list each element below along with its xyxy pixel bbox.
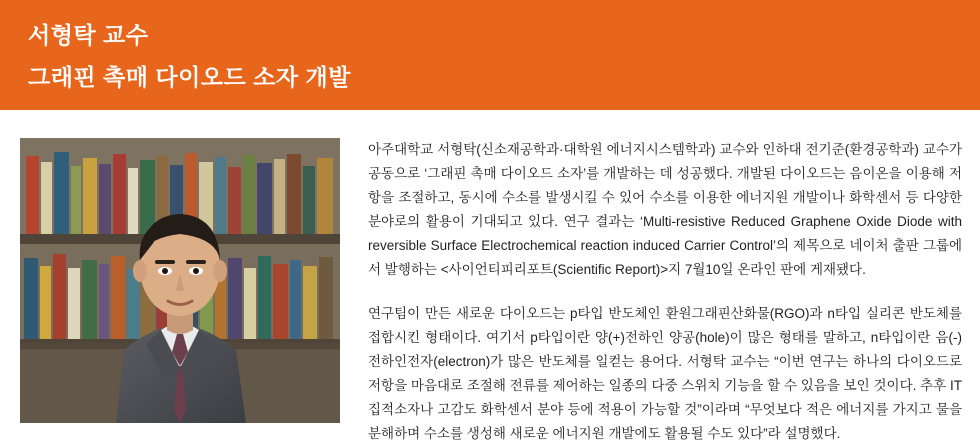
- page-title: 서형탁 교수: [28, 22, 149, 48]
- article-paragraph-2: 연구팀이 만든 새로운 다이오드는 p타입 반도체인 환원그래핀산화물(RGO)과 n타입 실리콘 반도체를 접합시킨 형태이다. 여기서 p타입이란 양(+)전하인 양공(hole)이 많은 형태를 말하고, n타입이란 음(-)전하인전자(electron)가 많은 반도체를 일컫는 용어다. 서형탁 교수는 “이번 연구는 하나의 다이오드로 저항을 마음대로 조절해 전류를 제어하는 일종의 다중 스위치 기능을 할 수 있음을 보인 것이다. 추후 IT집적소자나 고감도 화학센서 분야 등에 적용이 가능할 것”이라며 “무엇보다 적은 에너지를 가지고 물을 분해하며 수소를 생성해 새로운 에너지원 개발에도 활용될 수도 있다”라 설명했다.: [368, 306, 962, 441]
- article-paragraph-1: 아주대학교 서형탁(신소재공학과·대학원 에너지시스템학과) 교수와 인하대 전기준(환경공학과) 교수가 공동으로 ‘그래핀 촉매 다이오드 소자’를 개발하는 데 성공했다. 개발된 다이오드는 음이온을 이용해 저항을 조절하고, 동시에 수소를 발생시킬 수 있어 수소를 이용한 에너지원 개발이나 화학센서 등 다양한 분야로의 활용이 기대되고 있다. 연구 결과는 ‘Multi-resistive Reduced Graphene Oxide Diode with reversible Surface Electrochemical reaction induced Carrier Control’의 제목으로 네이처 출판 그룹에서 발행하는 <사이언티피리포트(Scientific Report)>지 7월10일 온라인 판에 게재됐다.: [368, 142, 962, 277]
- professor-photo: [20, 138, 340, 423]
- page-subtitle: 그래핀 촉매 다이오드 소자 개발: [28, 64, 351, 90]
- article-body: [368, 138, 962, 446]
- page-header-banner: [0, 0, 980, 110]
- article-content: [0, 110, 980, 441]
